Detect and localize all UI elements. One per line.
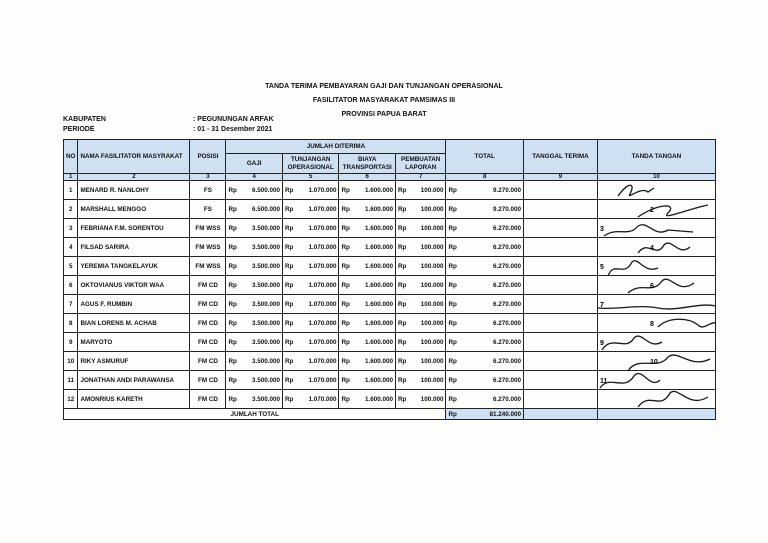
row-posisi: FM WSS	[190, 238, 226, 257]
total-tanggal-cell	[523, 409, 597, 420]
signature-image	[598, 387, 716, 413]
currency: Rp	[395, 295, 409, 314]
row-tunjangan: 1.070.000	[296, 181, 339, 200]
row-tunjangan: 1.070.000	[296, 295, 339, 314]
row-nama: AMONRIUS KARETH	[78, 390, 190, 409]
currency: Rp	[282, 352, 296, 371]
header-total: TOTAL	[446, 140, 524, 174]
row-tanggal	[523, 181, 597, 200]
currency: Rp	[395, 257, 409, 276]
currency: Rp	[282, 181, 296, 200]
currency: Rp	[395, 314, 409, 333]
currency: Rp	[282, 257, 296, 276]
currency: Rp	[339, 257, 353, 276]
row-total: 6.270.000	[459, 257, 523, 276]
currency: Rp	[446, 409, 460, 420]
currency: Rp	[446, 219, 460, 238]
row-no: 10	[64, 352, 78, 371]
row-gaji: 3.500.000	[239, 390, 282, 409]
header-no: NO	[64, 140, 78, 174]
signature-number: 11	[599, 378, 608, 385]
row-nama: YEREMIA TANGKELAYUK	[78, 257, 190, 276]
currency: Rp	[446, 295, 460, 314]
currency: Rp	[339, 219, 353, 238]
row-total: 6.270.000	[459, 295, 523, 314]
row-no: 8	[64, 314, 78, 333]
row-no: 2	[64, 200, 78, 219]
row-total: 6.270.000	[459, 238, 523, 257]
header-ttd: TANDA TANGAN	[597, 140, 715, 174]
row-gaji: 3.500.000	[239, 333, 282, 352]
table-body	[64, 181, 716, 409]
title-line-3: PROVINSI PAPUA BARAT	[341, 111, 427, 118]
row-biaya: 1.600.000	[352, 390, 395, 409]
currency: Rp	[282, 276, 296, 295]
row-tunjangan: 1.070.000	[296, 219, 339, 238]
col-number: 1	[64, 174, 78, 181]
row-biaya: 1.600.000	[352, 181, 395, 200]
signature-number: 10	[649, 359, 658, 366]
row-tunjangan: 1.070.000	[296, 314, 339, 333]
document-meta	[63, 115, 274, 135]
table-row	[64, 390, 716, 409]
row-nama: FEBRIANA F.M. SORENTOU	[78, 219, 190, 238]
row-no: 7	[64, 295, 78, 314]
row-signature	[597, 390, 715, 409]
row-gaji: 3.500.000	[239, 257, 282, 276]
currency: Rp	[282, 390, 296, 409]
currency: Rp	[446, 352, 460, 371]
currency: Rp	[226, 333, 240, 352]
currency: Rp	[339, 371, 353, 390]
currency: Rp	[226, 295, 240, 314]
currency: Rp	[226, 181, 240, 200]
currency: Rp	[282, 333, 296, 352]
row-gaji: 3.500.000	[239, 371, 282, 390]
col-number: 6	[339, 174, 396, 181]
row-laporan: 100.000	[409, 219, 446, 238]
row-laporan: 100.000	[409, 390, 446, 409]
kabupaten-value: : PEGUNUNGAN ARFAK	[193, 116, 274, 123]
row-posisi: FM CD	[190, 314, 226, 333]
row-tunjangan: 1.070.000	[296, 390, 339, 409]
periode-label: PERIODE	[63, 126, 95, 133]
currency: Rp	[226, 200, 240, 219]
currency: Rp	[282, 314, 296, 333]
row-no: 1	[64, 181, 78, 200]
col-number: 5	[282, 174, 339, 181]
row-biaya: 1.600.000	[352, 333, 395, 352]
row-nama: MARYOTO	[78, 333, 190, 352]
row-tanggal	[523, 257, 597, 276]
signature-number: 5	[599, 264, 604, 271]
row-biaya: 1.600.000	[352, 371, 395, 390]
col-number: 8	[446, 174, 524, 181]
total-label: JUMLAH TOTAL	[64, 409, 446, 420]
row-tunjangan: 1.070.000	[296, 276, 339, 295]
row-tanggal	[523, 314, 597, 333]
currency: Rp	[446, 181, 460, 200]
row-gaji: 6.500.000	[239, 181, 282, 200]
row-posisi: FS	[190, 200, 226, 219]
row-total: 6.270.000	[459, 333, 523, 352]
row-nama: FILSAD SARIRA	[78, 238, 190, 257]
currency: Rp	[446, 371, 460, 390]
row-tanggal	[523, 200, 597, 219]
row-laporan: 100.000	[409, 371, 446, 390]
signature-number: 6	[649, 283, 654, 290]
currency: Rp	[339, 295, 353, 314]
row-laporan: 100.000	[409, 276, 446, 295]
row-posisi: FM WSS	[190, 219, 226, 238]
row-no: 11	[64, 371, 78, 390]
row-tunjangan: 1.070.000	[296, 200, 339, 219]
row-posisi: FM CD	[190, 295, 226, 314]
row-gaji: 3.500.000	[239, 238, 282, 257]
col-number: 9	[523, 174, 597, 181]
row-laporan: 100.000	[409, 238, 446, 257]
row-no: 4	[64, 238, 78, 257]
currency: Rp	[339, 276, 353, 295]
currency: Rp	[395, 219, 409, 238]
currency: Rp	[226, 219, 240, 238]
row-nama: MARSHALL MENGGO	[78, 200, 190, 219]
currency: Rp	[226, 352, 240, 371]
currency: Rp	[339, 390, 353, 409]
row-tanggal	[523, 276, 597, 295]
currency: Rp	[446, 333, 460, 352]
row-tunjangan: 1.070.000	[296, 238, 339, 257]
row-tunjangan: 1.070.000	[296, 352, 339, 371]
row-total: 6.270.000	[459, 390, 523, 409]
grand-total: 81.240.000	[459, 409, 523, 420]
row-biaya: 1.600.000	[352, 295, 395, 314]
row-tanggal	[523, 219, 597, 238]
currency: Rp	[446, 314, 460, 333]
row-laporan: 100.000	[409, 181, 446, 200]
header-posisi: POSISI	[190, 140, 226, 174]
row-no: 6	[64, 276, 78, 295]
payment-table	[63, 139, 716, 420]
header-jumlah: JUMLAH DITERIMA	[226, 140, 446, 154]
signature-number: 7	[599, 302, 604, 309]
row-posisi: FM WSS	[190, 257, 226, 276]
header-nama: NAMA FASILITATOR MASYRAKAT	[78, 140, 190, 174]
kabupaten-label: KABUPATEN	[63, 116, 106, 123]
currency: Rp	[446, 276, 460, 295]
row-total: 6.270.000	[459, 371, 523, 390]
row-tanggal	[523, 333, 597, 352]
currency: Rp	[226, 276, 240, 295]
col-number: 3	[190, 174, 226, 181]
row-nama: RIKY ASMURUF	[78, 352, 190, 371]
row-posisi: FS	[190, 181, 226, 200]
currency: Rp	[395, 276, 409, 295]
row-laporan: 100.000	[409, 352, 446, 371]
row-nama: BIAN LORENS M. ACHAB	[78, 314, 190, 333]
row-gaji: 3.500.000	[239, 352, 282, 371]
currency: Rp	[395, 200, 409, 219]
row-total: 6.270.000	[459, 314, 523, 333]
row-biaya: 1.600.000	[352, 200, 395, 219]
row-tunjangan: 1.070.000	[296, 371, 339, 390]
row-total: 6.270.000	[459, 219, 523, 238]
row-gaji: 3.500.000	[239, 219, 282, 238]
currency: Rp	[339, 314, 353, 333]
currency: Rp	[446, 200, 460, 219]
currency: Rp	[339, 238, 353, 257]
signature-number: 2	[649, 207, 654, 214]
signature-number: 4	[649, 245, 654, 252]
currency: Rp	[282, 295, 296, 314]
currency: Rp	[339, 352, 353, 371]
row-no: 3	[64, 219, 78, 238]
row-no: 9	[64, 333, 78, 352]
row-tanggal	[523, 371, 597, 390]
row-posisi: FM CD	[190, 371, 226, 390]
row-gaji: 3.500.000	[239, 314, 282, 333]
row-biaya: 1.600.000	[352, 238, 395, 257]
row-tanggal	[523, 390, 597, 409]
currency: Rp	[395, 371, 409, 390]
row-total: 6.270.000	[459, 276, 523, 295]
currency: Rp	[395, 238, 409, 257]
row-nama: JONATHAN ANDI PARAWANSA	[78, 371, 190, 390]
row-nama: MENARD R. NANLOHY	[78, 181, 190, 200]
col-number: 10	[597, 174, 715, 181]
currency: Rp	[226, 390, 240, 409]
row-posisi: FM CD	[190, 276, 226, 295]
currency: Rp	[395, 181, 409, 200]
header-gaji: GAJI	[226, 154, 283, 174]
title-line-2: FASILITATOR MASYARAKAT PAMSIMAS III	[312, 97, 456, 104]
row-tanggal	[523, 238, 597, 257]
signature-number: 3	[599, 226, 604, 233]
row-total: 6.270.000	[459, 352, 523, 371]
currency: Rp	[226, 371, 240, 390]
signature-number: 9	[599, 340, 604, 347]
currency: Rp	[446, 238, 460, 257]
row-laporan: 100.000	[409, 200, 446, 219]
currency: Rp	[282, 219, 296, 238]
row-laporan: 100.000	[409, 333, 446, 352]
col-number: 2	[78, 174, 190, 181]
row-posisi: FM CD	[190, 352, 226, 371]
row-gaji: 3.500.000	[239, 276, 282, 295]
row-nama: OKTOVIANUS VIKTOR WAA	[78, 276, 190, 295]
currency: Rp	[446, 390, 460, 409]
row-tunjangan: 1.070.000	[296, 333, 339, 352]
row-biaya: 1.600.000	[352, 314, 395, 333]
row-tanggal	[523, 295, 597, 314]
currency: Rp	[226, 257, 240, 276]
row-nama: AGUS F. RUMBIN	[78, 295, 190, 314]
row-total: 9.270.000	[459, 181, 523, 200]
currency: Rp	[446, 257, 460, 276]
currency: Rp	[395, 333, 409, 352]
header-pembuatan: PEMBUATAN LAPORAN	[395, 154, 446, 174]
periode-value: : 01 - 31 Desember 2021	[193, 126, 273, 133]
row-total: 9.270.000	[459, 200, 523, 219]
currency: Rp	[395, 352, 409, 371]
row-posisi: FM CD	[190, 333, 226, 352]
currency: Rp	[339, 181, 353, 200]
currency: Rp	[282, 238, 296, 257]
header-tunjangan: TUNJANGAN OPERASIONAL	[282, 154, 339, 174]
row-gaji: 3.500.000	[239, 295, 282, 314]
title-line-1: TANDA TERIMA PEMBAYARAN GAJI DAN TUNJANGAN OPERASIONAL	[265, 83, 503, 90]
row-no: 12	[64, 390, 78, 409]
header-tanggal: TANGGAL TERIMA	[523, 140, 597, 174]
row-biaya: 1.600.000	[352, 276, 395, 295]
row-tanggal	[523, 352, 597, 371]
row-tunjangan: 1.070.000	[296, 257, 339, 276]
signature-number: 8	[649, 321, 654, 328]
row-biaya: 1.600.000	[352, 352, 395, 371]
currency: Rp	[226, 314, 240, 333]
currency: Rp	[339, 333, 353, 352]
row-biaya: 1.600.000	[352, 219, 395, 238]
currency: Rp	[282, 371, 296, 390]
currency: Rp	[226, 238, 240, 257]
row-posisi: FM CD	[190, 390, 226, 409]
currency: Rp	[339, 200, 353, 219]
col-number: 7	[395, 174, 446, 181]
row-laporan: 100.000	[409, 257, 446, 276]
currency: Rp	[282, 200, 296, 219]
row-laporan: 100.000	[409, 314, 446, 333]
currency: Rp	[395, 390, 409, 409]
col-number: 4	[226, 174, 283, 181]
row-biaya: 1.600.000	[352, 257, 395, 276]
header-biaya: BIAYA TRANSPORTASI	[339, 154, 396, 174]
row-no: 5	[64, 257, 78, 276]
row-gaji: 6.500.000	[239, 200, 282, 219]
row-laporan: 100.000	[409, 295, 446, 314]
